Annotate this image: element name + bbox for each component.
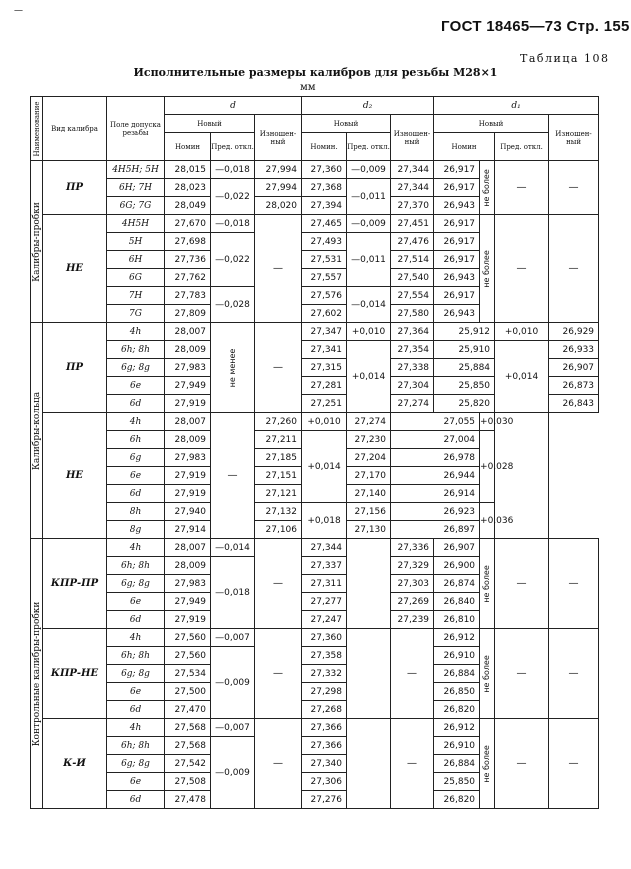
gauge-type: КПР-НЕ bbox=[43, 629, 107, 719]
d-nominal: 27,670 bbox=[165, 215, 211, 233]
d-nominal: 28,007 bbox=[165, 539, 211, 557]
d2-deviation bbox=[347, 539, 391, 629]
d-deviation: —0,014 bbox=[211, 539, 255, 557]
d-nominal: 27,919 bbox=[165, 485, 211, 503]
col-d: d bbox=[165, 97, 302, 115]
gauge-type: ПР bbox=[43, 161, 107, 215]
d1-nominal: 26,917 bbox=[434, 161, 480, 179]
col-naim: Наименование bbox=[31, 97, 43, 161]
table-row bbox=[31, 629, 599, 647]
d1-nominal: 26,810 bbox=[434, 611, 480, 629]
d2-nominal: 27,366 bbox=[302, 719, 347, 737]
d2-nominal: 27,602 bbox=[302, 305, 347, 323]
d2-worn: 27,230 bbox=[347, 431, 391, 449]
d-deviation: —0,009 bbox=[211, 647, 255, 719]
standard-number: ГОСТ 18465—73 bbox=[441, 18, 563, 35]
d2-nominal: 27,347 bbox=[302, 323, 347, 341]
d-deviation: —0,018 bbox=[211, 215, 255, 233]
d1-nominal: 26,912 bbox=[434, 719, 480, 737]
ne-bolee-note-text: не более bbox=[482, 564, 492, 603]
d2-deviation bbox=[347, 719, 391, 809]
d2-nominal: 27,366 bbox=[302, 737, 347, 755]
d2-worn: 27,274 bbox=[347, 413, 391, 431]
group-label bbox=[31, 539, 43, 809]
d2-worn: 27,451 bbox=[391, 215, 434, 233]
d2-deviation: —0,011 bbox=[347, 233, 391, 287]
tolerance-field: 6d bbox=[107, 611, 165, 629]
gauge-type: НЕ bbox=[43, 413, 107, 539]
ne-bolee-note-text: не более bbox=[482, 654, 492, 693]
d1-nominal: 26,912 bbox=[434, 629, 480, 647]
ne-bolee-note bbox=[480, 539, 495, 629]
gauge-dimensions-table bbox=[30, 96, 599, 809]
d-deviation bbox=[211, 323, 255, 413]
tolerance-field: 4H5H; 5H bbox=[107, 161, 165, 179]
d1-worn: 26,907 bbox=[549, 359, 599, 377]
d2-deviation: +0,014 bbox=[347, 341, 391, 413]
table-row bbox=[31, 413, 599, 431]
d-nominal: 27,568 bbox=[165, 737, 211, 755]
table-unit: мм bbox=[300, 82, 316, 93]
d2-nominal: 27,251 bbox=[302, 395, 347, 413]
d-worn: — bbox=[255, 215, 302, 323]
d2-deviation: —0,014 bbox=[347, 287, 391, 323]
d2-worn: 27,140 bbox=[347, 485, 391, 503]
d2-deviation: +0,014 bbox=[302, 431, 347, 503]
d2-deviation: —0,009 bbox=[347, 215, 391, 233]
tolerance-field: 6e bbox=[107, 593, 165, 611]
d2-nominal: 27,121 bbox=[255, 485, 302, 503]
col-d-new: Новый bbox=[165, 115, 255, 133]
d1-worn: — bbox=[549, 161, 599, 215]
d1-worn: — bbox=[549, 719, 599, 809]
d-deviation: —0,018 bbox=[211, 557, 255, 629]
ne-bolee-note-text: не более bbox=[482, 249, 492, 288]
tolerance-field: 4h bbox=[107, 539, 165, 557]
d-nominal: 27,809 bbox=[165, 305, 211, 323]
col-vid: Вид калибра bbox=[43, 97, 107, 161]
d2-nominal: 27,360 bbox=[302, 161, 347, 179]
d1-nominal: 26,907 bbox=[434, 539, 480, 557]
d-nominal: 28,007 bbox=[165, 413, 211, 431]
d1-nominal: 26,884 bbox=[434, 665, 480, 683]
d2-nominal: 27,132 bbox=[255, 503, 302, 521]
d1-nominal: 26,978 bbox=[391, 449, 480, 467]
d2-nominal: 27,337 bbox=[302, 557, 347, 575]
d1-deviation: — bbox=[495, 629, 549, 719]
d2-worn: 27,344 bbox=[391, 161, 434, 179]
group-label-text: Контрольные калибры-пробки bbox=[31, 601, 42, 746]
d-deviation: —0,007 bbox=[211, 719, 255, 737]
d2-worn: 27,204 bbox=[347, 449, 391, 467]
col-d2-dev: Пред. откл. bbox=[347, 133, 391, 161]
gauge-type: НЕ bbox=[43, 215, 107, 323]
d2-nominal: 27,185 bbox=[255, 449, 302, 467]
d1-nominal: 26,884 bbox=[434, 755, 480, 773]
tolerance-field: 6G; 7G bbox=[107, 197, 165, 215]
d1-worn: 26,933 bbox=[549, 341, 599, 359]
tolerance-field: 6g; 8g bbox=[107, 359, 165, 377]
d-nominal: 27,949 bbox=[165, 377, 211, 395]
d-nominal: 27,560 bbox=[165, 629, 211, 647]
table-header bbox=[31, 97, 599, 161]
d-nominal: 27,560 bbox=[165, 647, 211, 665]
tolerance-field: 4h bbox=[107, 719, 165, 737]
d1-nominal: 26,910 bbox=[434, 647, 480, 665]
d1-nominal: 26,923 bbox=[391, 503, 480, 521]
d-nominal: 28,015 bbox=[165, 161, 211, 179]
table-row bbox=[31, 719, 599, 737]
tolerance-field: 6h bbox=[107, 431, 165, 449]
ne-bolee-note bbox=[480, 629, 495, 719]
d1-deviation: — bbox=[495, 719, 549, 809]
d-nominal: 27,919 bbox=[165, 467, 211, 485]
d-nominal: 27,542 bbox=[165, 755, 211, 773]
tolerance-field: 6g; 8g bbox=[107, 755, 165, 773]
d2-nominal: 27,465 bbox=[302, 215, 347, 233]
col-d1-new: Новый bbox=[434, 115, 549, 133]
d1-nominal: 26,917 bbox=[434, 215, 480, 233]
tolerance-field: 4h bbox=[107, 413, 165, 431]
page-number: Стр. 155 bbox=[566, 18, 630, 35]
d1-nominal: 26,944 bbox=[391, 467, 480, 485]
tolerance-field: 8g bbox=[107, 521, 165, 539]
d-nominal: 27,919 bbox=[165, 395, 211, 413]
d1-nominal: 27,055 bbox=[391, 413, 480, 431]
d2-worn: 27,370 bbox=[391, 197, 434, 215]
col-d2: d₂ bbox=[302, 97, 434, 115]
col-d2-nom: Номин. bbox=[302, 133, 347, 161]
d2-worn: 27,303 bbox=[391, 575, 434, 593]
d1-nominal: 26,917 bbox=[434, 287, 480, 305]
ne-bolee-note-text: не более bbox=[482, 744, 492, 783]
d2-nominal: 27,557 bbox=[302, 269, 347, 287]
d1-nominal: 26,900 bbox=[434, 557, 480, 575]
d2-worn: — bbox=[391, 629, 434, 719]
d2-worn: 27,554 bbox=[391, 287, 434, 305]
d-nominal: 27,736 bbox=[165, 251, 211, 269]
col-d-worn: Изношен-ный bbox=[255, 115, 302, 161]
d1-nominal: 27,004 bbox=[391, 431, 480, 449]
page-header bbox=[441, 18, 630, 35]
d2-nominal: 27,298 bbox=[302, 683, 347, 701]
d1-nominal: 25,910 bbox=[434, 341, 495, 359]
d2-nominal: 27,268 bbox=[302, 701, 347, 719]
group-label-text: Калибры-кольца bbox=[31, 391, 42, 470]
col-d1: d₁ bbox=[434, 97, 599, 115]
d2-nominal: 27,493 bbox=[302, 233, 347, 251]
table-row bbox=[31, 341, 599, 359]
d-nominal: 27,470 bbox=[165, 701, 211, 719]
tolerance-field: 6d bbox=[107, 395, 165, 413]
d2-nominal: 27,344 bbox=[302, 539, 347, 557]
d2-worn: 27,329 bbox=[391, 557, 434, 575]
d-nominal: 27,919 bbox=[165, 611, 211, 629]
d2-worn: 27,304 bbox=[391, 377, 434, 395]
d1-deviation: +0,036 bbox=[480, 503, 495, 539]
tolerance-field: 6G bbox=[107, 269, 165, 287]
d2-nominal: 27,394 bbox=[302, 197, 347, 215]
table-row bbox=[31, 161, 599, 179]
d1-deviation: +0,030 bbox=[480, 413, 495, 431]
d2-worn: 27,269 bbox=[391, 593, 434, 611]
d2-worn: 27,354 bbox=[391, 341, 434, 359]
d1-worn: — bbox=[549, 539, 599, 629]
d2-nominal: 27,531 bbox=[302, 251, 347, 269]
d1-nominal: 26,917 bbox=[434, 251, 480, 269]
d2-nominal: 27,311 bbox=[302, 575, 347, 593]
d-nominal: 28,023 bbox=[165, 179, 211, 197]
d-worn: — bbox=[255, 323, 302, 413]
gauge-type: ПР bbox=[43, 323, 107, 413]
d1-worn: — bbox=[549, 629, 599, 719]
d2-nominal: 27,315 bbox=[302, 359, 347, 377]
d1-nominal: 26,943 bbox=[434, 269, 480, 287]
col-d1-dev: Пред. откл. bbox=[495, 133, 549, 161]
d-nominal: 28,007 bbox=[165, 323, 211, 341]
d-nominal: 27,478 bbox=[165, 791, 211, 809]
group-label-text: Калибры-пробки bbox=[31, 201, 42, 282]
tolerance-field: 7G bbox=[107, 305, 165, 323]
col-d-nom: Номин bbox=[165, 133, 211, 161]
d2-worn: — bbox=[391, 719, 434, 809]
d2-nominal: 27,151 bbox=[255, 467, 302, 485]
d2-nominal: 27,306 bbox=[302, 773, 347, 791]
d2-deviation: —0,009 bbox=[347, 161, 391, 179]
d2-deviation bbox=[347, 629, 391, 719]
d-worn: — bbox=[255, 539, 302, 629]
tolerance-field: 6e bbox=[107, 683, 165, 701]
d2-nominal: 27,277 bbox=[302, 593, 347, 611]
tolerance-field: 4H5H bbox=[107, 215, 165, 233]
d1-nominal: 26,943 bbox=[434, 305, 480, 323]
d1-nominal: 25,884 bbox=[434, 359, 495, 377]
d2-worn: 27,156 bbox=[347, 503, 391, 521]
tolerance-field: 6d bbox=[107, 485, 165, 503]
ne-menee-note: не менее bbox=[227, 348, 237, 387]
d2-nominal: 27,340 bbox=[302, 755, 347, 773]
table-row bbox=[31, 215, 599, 233]
d1-deviation: — bbox=[495, 215, 549, 323]
tolerance-field: 5H bbox=[107, 233, 165, 251]
d-nominal: 28,009 bbox=[165, 341, 211, 359]
d2-nominal: 27,360 bbox=[302, 629, 347, 647]
d2-nominal: 27,576 bbox=[302, 287, 347, 305]
d1-deviation: — bbox=[495, 539, 549, 629]
d2-nominal: 27,368 bbox=[302, 179, 347, 197]
tolerance-field: 6d bbox=[107, 791, 165, 809]
tolerance-field: 6h; 8h bbox=[107, 557, 165, 575]
d2-nominal: 27,276 bbox=[302, 791, 347, 809]
d1-nominal: 25,850 bbox=[434, 377, 495, 395]
d2-nominal: 27,106 bbox=[255, 521, 302, 539]
d-nominal: 27,500 bbox=[165, 683, 211, 701]
gauge-type: К-И bbox=[43, 719, 107, 809]
col-d2-new: Новый bbox=[302, 115, 391, 133]
d2-worn: 27,274 bbox=[391, 395, 434, 413]
col-d1-nom: Номин bbox=[434, 133, 495, 161]
d2-deviation: +0,018 bbox=[302, 503, 347, 539]
d1-worn: 26,843 bbox=[549, 395, 599, 413]
d-nominal: 27,983 bbox=[165, 575, 211, 593]
d1-deviation: +0,014 bbox=[495, 341, 549, 413]
tolerance-field: 6e bbox=[107, 773, 165, 791]
d2-nominal: 27,341 bbox=[302, 341, 347, 359]
d1-nominal: 25,820 bbox=[434, 395, 495, 413]
d2-nominal: 27,211 bbox=[255, 431, 302, 449]
ne-bolee-note bbox=[480, 215, 495, 323]
d-nominal: 28,009 bbox=[165, 557, 211, 575]
d1-nominal: 26,820 bbox=[434, 791, 480, 809]
gauge-type: КПР-ПР bbox=[43, 539, 107, 629]
d2-nominal: 27,247 bbox=[302, 611, 347, 629]
d2-worn: 27,130 bbox=[347, 521, 391, 539]
d1-nominal: 26,820 bbox=[434, 701, 480, 719]
d1-nominal: 25,912 bbox=[434, 323, 495, 341]
d1-nominal: 26,897 bbox=[391, 521, 480, 539]
d-nominal: 27,983 bbox=[165, 359, 211, 377]
d1-worn: 26,873 bbox=[549, 377, 599, 395]
tolerance-field: 8h bbox=[107, 503, 165, 521]
d2-nominal: 27,332 bbox=[302, 665, 347, 683]
d-nominal: 27,762 bbox=[165, 269, 211, 287]
d1-nominal: 26,943 bbox=[434, 197, 480, 215]
d1-nominal: 25,850 bbox=[434, 773, 480, 791]
corner-mark: — bbox=[14, 6, 23, 16]
d-worn: — bbox=[211, 413, 255, 539]
d-deviation: —0,022 bbox=[211, 233, 255, 287]
d-nominal: 27,940 bbox=[165, 503, 211, 521]
d1-nominal: 26,917 bbox=[434, 233, 480, 251]
table-body bbox=[31, 161, 599, 809]
d2-worn: 27,170 bbox=[347, 467, 391, 485]
d-nominal: 27,508 bbox=[165, 773, 211, 791]
d-nominal: 27,534 bbox=[165, 665, 211, 683]
tolerance-field: 7H bbox=[107, 287, 165, 305]
d2-worn: 27,514 bbox=[391, 251, 434, 269]
group-label bbox=[31, 323, 43, 539]
tolerance-field: 6g bbox=[107, 449, 165, 467]
table-caption: Таблица 108 bbox=[520, 52, 610, 65]
d1-nominal: 26,914 bbox=[391, 485, 480, 503]
col-d2-worn: Изношен-ный bbox=[391, 115, 434, 161]
tolerance-field: 4h bbox=[107, 323, 165, 341]
col-d1-worn: Изношен-ный bbox=[549, 115, 599, 161]
d-worn: 28,020 bbox=[255, 197, 302, 215]
d2-nominal: 27,260 bbox=[255, 413, 302, 431]
d2-worn: 27,239 bbox=[391, 611, 434, 629]
d1-worn: 26,929 bbox=[549, 323, 599, 341]
d1-worn: — bbox=[549, 215, 599, 323]
tolerance-field: 6e bbox=[107, 377, 165, 395]
tolerance-field: 6h; 8h bbox=[107, 341, 165, 359]
group-label bbox=[31, 161, 43, 323]
d-nominal: 28,009 bbox=[165, 431, 211, 449]
col-d-dev: Пред. откл. bbox=[211, 133, 255, 161]
d2-deviation: +0,010 bbox=[347, 323, 391, 341]
d2-worn: 27,338 bbox=[391, 359, 434, 377]
d2-worn: 27,344 bbox=[391, 179, 434, 197]
ne-bolee-note-text: не более bbox=[482, 168, 492, 207]
d1-nominal: 26,840 bbox=[434, 593, 480, 611]
tolerance-field: 6h; 8h bbox=[107, 647, 165, 665]
d-nominal: 27,914 bbox=[165, 521, 211, 539]
d2-nominal: 27,281 bbox=[302, 377, 347, 395]
d1-deviation: +0,028 bbox=[480, 431, 495, 503]
table-title: Исполнительные размеры калибров для резьбы М28×1 bbox=[133, 66, 498, 79]
d-worn: 27,994 bbox=[255, 179, 302, 197]
d-nominal: 27,949 bbox=[165, 593, 211, 611]
d2-deviation: +0,010 bbox=[302, 413, 347, 431]
table-row bbox=[31, 539, 599, 557]
d-nominal: 27,983 bbox=[165, 449, 211, 467]
d2-worn: 27,540 bbox=[391, 269, 434, 287]
d1-nominal: 26,910 bbox=[434, 737, 480, 755]
ne-bolee-note bbox=[480, 161, 495, 215]
d1-deviation: +0,010 bbox=[495, 323, 549, 341]
d-nominal: 28,049 bbox=[165, 197, 211, 215]
d2-worn: 27,364 bbox=[391, 323, 434, 341]
col-pole: Поле допуска резьбы bbox=[107, 97, 165, 161]
d-nominal: 27,783 bbox=[165, 287, 211, 305]
tolerance-field: 6d bbox=[107, 701, 165, 719]
tolerance-field: 6h; 8h bbox=[107, 737, 165, 755]
d-nominal: 27,568 bbox=[165, 719, 211, 737]
d-worn: — bbox=[255, 719, 302, 809]
tolerance-field: 6e bbox=[107, 467, 165, 485]
tolerance-field: 6H bbox=[107, 251, 165, 269]
table-row bbox=[31, 323, 599, 341]
d2-nominal: 27,358 bbox=[302, 647, 347, 665]
tolerance-field: 6g; 8g bbox=[107, 665, 165, 683]
d-deviation: —0,022 bbox=[211, 179, 255, 215]
tolerance-field: 4h bbox=[107, 629, 165, 647]
d1-nominal: 26,850 bbox=[434, 683, 480, 701]
d-deviation: —0,018 bbox=[211, 161, 255, 179]
d-worn: 27,994 bbox=[255, 161, 302, 179]
d1-deviation: — bbox=[495, 161, 549, 215]
d-worn: — bbox=[255, 629, 302, 719]
tolerance-field: 6g; 8g bbox=[107, 575, 165, 593]
d-deviation: —0,009 bbox=[211, 737, 255, 809]
d-deviation: —0,028 bbox=[211, 287, 255, 323]
d-deviation: —0,007 bbox=[211, 629, 255, 647]
d1-nominal: 26,917 bbox=[434, 179, 480, 197]
ne-bolee-note bbox=[480, 719, 495, 809]
d1-nominal: 26,874 bbox=[434, 575, 480, 593]
d2-worn: 27,476 bbox=[391, 233, 434, 251]
d2-worn: 27,336 bbox=[391, 539, 434, 557]
d2-deviation: —0,011 bbox=[347, 179, 391, 215]
d-nominal: 27,698 bbox=[165, 233, 211, 251]
d2-worn: 27,580 bbox=[391, 305, 434, 323]
tolerance-field: 6H; 7H bbox=[107, 179, 165, 197]
